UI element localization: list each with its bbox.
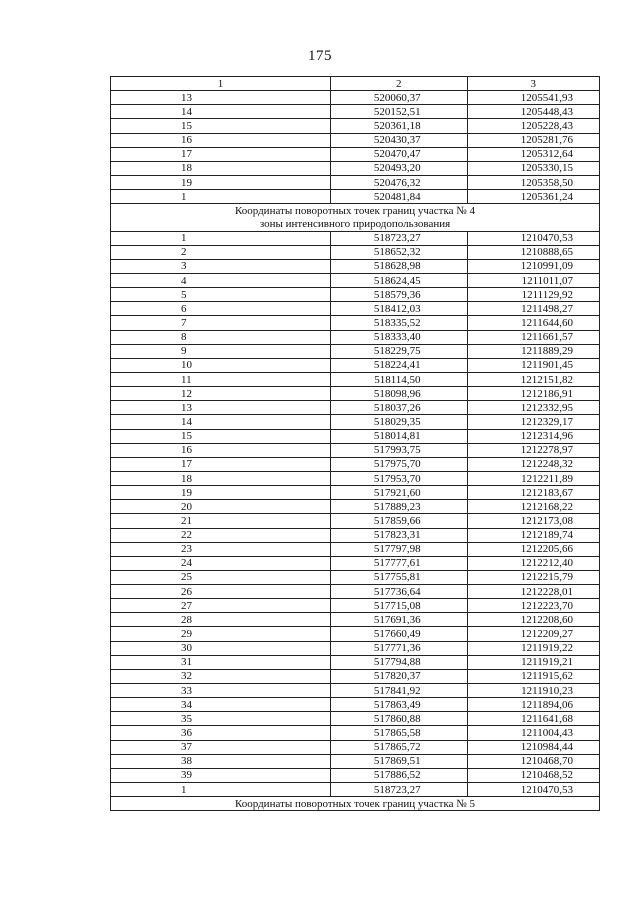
y-coordinate-cell: 1212211,89: [467, 471, 599, 485]
y-coordinate-cell: 1212189,74: [467, 528, 599, 542]
table-row: [111, 528, 600, 542]
table-row: [111, 627, 600, 641]
coordinates-table: [110, 76, 600, 811]
point-number-cell: 13: [111, 401, 331, 415]
table-row: [111, 641, 600, 655]
point-number-cell: 18: [111, 161, 331, 175]
x-coordinate-cell: 518412,03: [330, 302, 467, 316]
point-number-cell: 21: [111, 514, 331, 528]
x-coordinate-cell: 517993,75: [330, 443, 467, 457]
table-row: [111, 698, 600, 712]
x-coordinate-cell: 517865,58: [330, 726, 467, 740]
x-coordinate-cell: 518333,40: [330, 330, 467, 344]
page-number: 175: [308, 48, 332, 64]
point-number-cell: 14: [111, 105, 331, 119]
x-coordinate-cell: 517797,98: [330, 542, 467, 556]
table-row: [111, 401, 600, 415]
point-number-cell: 28: [111, 613, 331, 627]
table-row: [111, 542, 600, 556]
table-row: [111, 585, 600, 599]
table-row: [111, 372, 600, 386]
x-coordinate-cell: 520060,37: [330, 91, 467, 105]
table-row: [111, 613, 600, 627]
y-coordinate-cell: 1212329,17: [467, 415, 599, 429]
x-coordinate-cell: 517771,36: [330, 641, 467, 655]
x-coordinate-cell: 517953,70: [330, 471, 467, 485]
point-number-cell: 31: [111, 655, 331, 669]
point-number-cell: 13: [111, 91, 331, 105]
y-coordinate-cell: 1205330,15: [467, 161, 599, 175]
x-coordinate-cell: 517755,81: [330, 570, 467, 584]
table-row: [111, 190, 600, 204]
point-number-cell: 24: [111, 556, 331, 570]
section-caption-line-2: зоны интенсивного природопользования: [111, 217, 600, 231]
table-row: [111, 302, 600, 316]
coordinates-table-body: [111, 77, 600, 811]
y-coordinate-cell: 1212205,66: [467, 542, 599, 556]
column-header-2: 2: [330, 77, 467, 91]
point-number-cell: 32: [111, 669, 331, 683]
x-coordinate-cell: 517736,64: [330, 585, 467, 599]
y-coordinate-cell: 1205312,64: [467, 147, 599, 161]
y-coordinate-cell: 1205541,93: [467, 91, 599, 105]
x-coordinate-cell: 520476,32: [330, 175, 467, 189]
y-coordinate-cell: 1212186,91: [467, 387, 599, 401]
y-coordinate-cell: 1212183,67: [467, 486, 599, 500]
x-coordinate-cell: 517975,70: [330, 457, 467, 471]
y-coordinate-cell: 1212332,95: [467, 401, 599, 415]
y-coordinate-cell: 1212209,27: [467, 627, 599, 641]
table-row: [111, 726, 600, 740]
y-coordinate-cell: 1210468,52: [467, 768, 599, 782]
point-number-cell: 3: [111, 259, 331, 273]
table-row: [111, 231, 600, 245]
y-coordinate-cell: 1212168,22: [467, 500, 599, 514]
point-number-cell: 22: [111, 528, 331, 542]
point-number-cell: 36: [111, 726, 331, 740]
table-row: [111, 288, 600, 302]
x-coordinate-cell: 520493,20: [330, 161, 467, 175]
x-coordinate-cell: 517823,31: [330, 528, 467, 542]
x-coordinate-cell: 517886,52: [330, 768, 467, 782]
point-number-cell: 37: [111, 740, 331, 754]
y-coordinate-cell: 1211641,68: [467, 712, 599, 726]
y-coordinate-cell: 1212151,82: [467, 372, 599, 386]
table-row: [111, 669, 600, 683]
x-coordinate-cell: 517921,60: [330, 486, 467, 500]
y-coordinate-cell: 1211644,60: [467, 316, 599, 330]
table-row: [111, 119, 600, 133]
x-coordinate-cell: 518114,50: [330, 372, 467, 386]
point-number-cell: 33: [111, 684, 331, 698]
y-coordinate-cell: 1211011,07: [467, 273, 599, 287]
table-row: [111, 712, 600, 726]
point-number-cell: 25: [111, 570, 331, 584]
point-number-cell: 4: [111, 273, 331, 287]
y-coordinate-cell: 1211901,45: [467, 358, 599, 372]
x-coordinate-cell: 517841,92: [330, 684, 467, 698]
x-coordinate-cell: 520481,84: [330, 190, 467, 204]
table-row: [111, 175, 600, 189]
x-coordinate-cell: 517794,88: [330, 655, 467, 669]
point-number-cell: 27: [111, 599, 331, 613]
y-coordinate-cell: 1205228,43: [467, 119, 599, 133]
table-row: [111, 344, 600, 358]
x-coordinate-cell: 517889,23: [330, 500, 467, 514]
point-number-cell: 15: [111, 429, 331, 443]
y-coordinate-cell: 1211915,62: [467, 669, 599, 683]
x-coordinate-cell: 518229,75: [330, 344, 467, 358]
table-row: [111, 133, 600, 147]
y-coordinate-cell: 1205361,24: [467, 190, 599, 204]
point-number-cell: 39: [111, 768, 331, 782]
point-number-cell: 19: [111, 175, 331, 189]
table-row: [111, 556, 600, 570]
table-row: [111, 599, 600, 613]
x-coordinate-cell: 517777,61: [330, 556, 467, 570]
y-coordinate-cell: 1210984,44: [467, 740, 599, 754]
point-number-cell: 18: [111, 471, 331, 485]
table-row: [111, 245, 600, 259]
y-coordinate-cell: 1210991,09: [467, 259, 599, 273]
point-number-cell: 9: [111, 344, 331, 358]
x-coordinate-cell: 518037,26: [330, 401, 467, 415]
y-coordinate-cell: 1211129,92: [467, 288, 599, 302]
point-number-cell: 17: [111, 147, 331, 161]
point-number-cell: 35: [111, 712, 331, 726]
point-number-cell: 1: [111, 783, 331, 797]
y-coordinate-cell: 1212278,97: [467, 443, 599, 457]
table-row: [111, 443, 600, 457]
column-header-3: 3: [467, 77, 599, 91]
x-coordinate-cell: 517820,37: [330, 669, 467, 683]
y-coordinate-cell: 1210470,53: [467, 783, 599, 797]
y-coordinate-cell: 1212212,40: [467, 556, 599, 570]
x-coordinate-cell: 518723,27: [330, 231, 467, 245]
x-coordinate-cell: 520361,18: [330, 119, 467, 133]
point-number-cell: 7: [111, 316, 331, 330]
point-number-cell: 29: [111, 627, 331, 641]
point-number-cell: 16: [111, 443, 331, 457]
column-header-1: 1: [111, 77, 331, 91]
point-number-cell: 11: [111, 372, 331, 386]
table-row: [111, 387, 600, 401]
x-coordinate-cell: 518014,81: [330, 429, 467, 443]
point-number-cell: 16: [111, 133, 331, 147]
y-coordinate-cell: 1210888,65: [467, 245, 599, 259]
x-coordinate-cell: 518652,32: [330, 245, 467, 259]
y-coordinate-cell: 1212248,32: [467, 457, 599, 471]
section-caption-line-1: Координаты поворотных точек границ участка № 4: [111, 204, 600, 218]
point-number-cell: 30: [111, 641, 331, 655]
table-row: [111, 740, 600, 754]
y-coordinate-cell: 1211004,43: [467, 726, 599, 740]
y-coordinate-cell: 1211894,06: [467, 698, 599, 712]
point-number-cell: 15: [111, 119, 331, 133]
table-row: [111, 161, 600, 175]
y-coordinate-cell: 1212223,70: [467, 599, 599, 613]
table-row: [111, 259, 600, 273]
table-row: [111, 754, 600, 768]
y-coordinate-cell: 1212228,01: [467, 585, 599, 599]
x-coordinate-cell: 517715,08: [330, 599, 467, 613]
y-coordinate-cell: 1211498,27: [467, 302, 599, 316]
x-coordinate-cell: 518224,41: [330, 358, 467, 372]
x-coordinate-cell: 517859,66: [330, 514, 467, 528]
table-row: [111, 429, 600, 443]
table-row: [111, 415, 600, 429]
point-number-cell: 17: [111, 457, 331, 471]
section-caption-row: [111, 204, 600, 218]
point-number-cell: 8: [111, 330, 331, 344]
point-number-cell: 20: [111, 500, 331, 514]
table-row: [111, 91, 600, 105]
table-row: [111, 514, 600, 528]
point-number-cell: 12: [111, 387, 331, 401]
y-coordinate-cell: 1211919,21: [467, 655, 599, 669]
table-row: [111, 768, 600, 782]
table-row: [111, 105, 600, 119]
x-coordinate-cell: 518098,96: [330, 387, 467, 401]
x-coordinate-cell: 520470,47: [330, 147, 467, 161]
x-coordinate-cell: 518335,52: [330, 316, 467, 330]
x-coordinate-cell: 517863,49: [330, 698, 467, 712]
y-coordinate-cell: 1212173,08: [467, 514, 599, 528]
section-caption-row: [111, 217, 600, 231]
y-coordinate-cell: 1205358,50: [467, 175, 599, 189]
table-row: [111, 457, 600, 471]
table-row: [111, 570, 600, 584]
point-number-cell: 2: [111, 245, 331, 259]
x-coordinate-cell: 518579,36: [330, 288, 467, 302]
point-number-cell: 23: [111, 542, 331, 556]
y-coordinate-cell: 1212314,96: [467, 429, 599, 443]
x-coordinate-cell: 518723,27: [330, 783, 467, 797]
x-coordinate-cell: 518624,45: [330, 273, 467, 287]
table-row: [111, 783, 600, 797]
table-row: [111, 655, 600, 669]
point-number-cell: 14: [111, 415, 331, 429]
table-row: [111, 147, 600, 161]
y-coordinate-cell: 1205448,43: [467, 105, 599, 119]
y-coordinate-cell: 1210468,70: [467, 754, 599, 768]
y-coordinate-cell: 1212208,60: [467, 613, 599, 627]
x-coordinate-cell: 518029,35: [330, 415, 467, 429]
y-coordinate-cell: 1211661,57: [467, 330, 599, 344]
table-row: [111, 471, 600, 485]
x-coordinate-cell: 520430,37: [330, 133, 467, 147]
y-coordinate-cell: 1211919,22: [467, 641, 599, 655]
y-coordinate-cell: 1212215,79: [467, 570, 599, 584]
point-number-cell: 5: [111, 288, 331, 302]
y-coordinate-cell: 1205281,76: [467, 133, 599, 147]
x-coordinate-cell: 517865,72: [330, 740, 467, 754]
x-coordinate-cell: 517660,49: [330, 627, 467, 641]
table-row: [111, 684, 600, 698]
x-coordinate-cell: 517869,51: [330, 754, 467, 768]
point-number-cell: 1: [111, 231, 331, 245]
table-row: [111, 500, 600, 514]
x-coordinate-cell: 517691,36: [330, 613, 467, 627]
point-number-cell: 38: [111, 754, 331, 768]
table-row: [111, 358, 600, 372]
y-coordinate-cell: 1211889,29: [467, 344, 599, 358]
section-caption-row: [111, 797, 600, 811]
table-row: [111, 330, 600, 344]
point-number-cell: 34: [111, 698, 331, 712]
table-row: [111, 486, 600, 500]
table-row: [111, 273, 600, 287]
point-number-cell: 6: [111, 302, 331, 316]
point-number-cell: 10: [111, 358, 331, 372]
y-coordinate-cell: 1211910,23: [467, 684, 599, 698]
section-caption-5: Координаты поворотных точек границ участка № 5: [111, 797, 600, 811]
table-row: [111, 316, 600, 330]
column-header-row: [111, 77, 600, 91]
point-number-cell: 26: [111, 585, 331, 599]
point-number-cell: 19: [111, 486, 331, 500]
x-coordinate-cell: 520152,51: [330, 105, 467, 119]
point-number-cell: 1: [111, 190, 331, 204]
x-coordinate-cell: 517860,88: [330, 712, 467, 726]
y-coordinate-cell: 1210470,53: [467, 231, 599, 245]
x-coordinate-cell: 518628,98: [330, 259, 467, 273]
